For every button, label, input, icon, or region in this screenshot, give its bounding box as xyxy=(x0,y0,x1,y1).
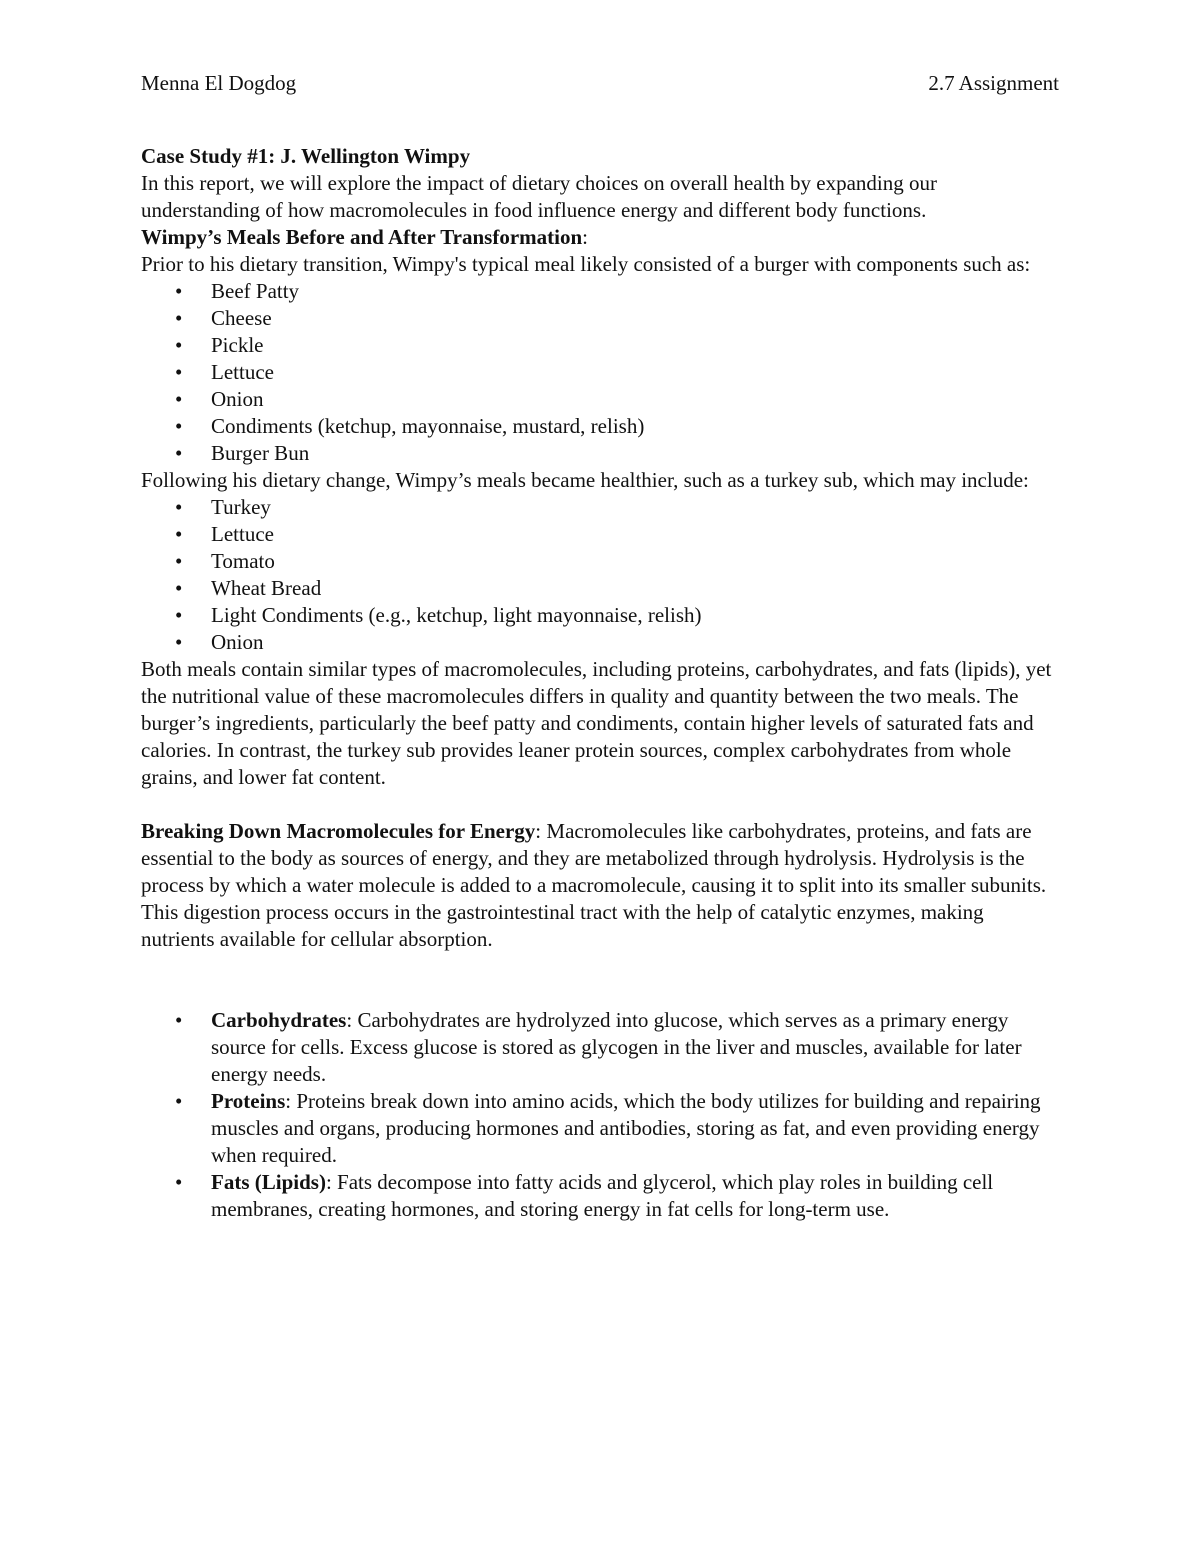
bullet-icon: • xyxy=(175,1089,183,1113)
list-item-text: Light Condiments (e.g., ketchup, light mayonnaise, relish) xyxy=(211,603,702,627)
list-item-text: Pickle xyxy=(211,333,264,357)
bullet-icon: • xyxy=(175,306,183,330)
list-item xyxy=(141,629,1059,656)
list-item xyxy=(141,521,1059,548)
list-item xyxy=(141,575,1059,602)
breaking-heading: Breaking Down Macromolecules for Energy xyxy=(141,819,536,843)
bullet-icon: • xyxy=(175,576,183,600)
after-paragraph: Following his dietary change, Wimpy’s meals became healthier, such as a turkey sub, which may include: xyxy=(141,468,1029,492)
list-item xyxy=(141,494,1059,521)
bullet-icon: • xyxy=(175,414,183,438)
bullet-icon: • xyxy=(175,279,183,303)
list-item: • Proteins: Proteins break down into amino acids, which the body utilizes for building and repairing muscles and organs, producing hormones and antibodies, storing as fat, and even providing energy when required. xyxy=(175,1089,1041,1167)
breaking-paragraph: Breaking Down Macromolecules for Energy: Macromolecules like carbohydrates, proteins, and fats are essential to the body as sources of energy, and they are metabolized through hydrolysis. Hydrolysis is the process by which a water molecule is added to a macromolecule, causing it to split into its smaller subunits. This digestion process occurs in the gastrointestinal tract with the help of catalytic enzymes, making nutrients available for cellular absorption. xyxy=(141,819,1047,951)
before-meal-list xyxy=(141,278,1059,467)
list-item xyxy=(141,602,1059,629)
list-item-text: Beef Patty xyxy=(211,279,300,303)
macro-term: Proteins xyxy=(211,1089,286,1113)
list-item-text: Condiments (ketchup, mayonnaise, mustard, relish) xyxy=(211,414,645,438)
bullet-icon: • xyxy=(175,1008,183,1032)
bullet-icon: • xyxy=(175,387,183,411)
bullet-icon: • xyxy=(175,549,183,573)
list-item xyxy=(141,440,1059,467)
list-item xyxy=(141,305,1059,332)
list-item-text: Cheese xyxy=(211,306,272,330)
bullet-icon: • xyxy=(175,495,183,519)
breaking-text: Macromolecules like carbohydrates, proteins, and fats are essential to the body as sources of energy, and they are metabolized through hydrolysis. Hydrolysis is the process by which a water molecule is added to a macromolecule, causing it to split into its smaller subunits. This digestion process occurs in the gastrointestinal tract with the help of catalytic enzymes, making nutrients available for cellular absorption. xyxy=(141,819,1047,951)
bullet-icon: • xyxy=(175,360,183,384)
macro-description: Carbohydrates are hydrolyzed into glucose, which serves as a primary energy source for cells. Excess glucose is stored as glycogen in the liver and muscles, available for later energy needs. xyxy=(211,1008,1022,1086)
list-item-text: Turkey xyxy=(211,495,271,519)
list-item: • Carbohydrates: Carbohydrates are hydrolyzed into glucose, which serves as a primary energy source for cells. Excess glucose is stored as glycogen in the liver and muscles, available for later energy needs. xyxy=(175,1008,1022,1086)
macro-term: Carbohydrates xyxy=(211,1008,347,1032)
page-header xyxy=(141,70,1059,100)
bullet-icon: • xyxy=(175,333,183,357)
list-item xyxy=(141,278,1059,305)
bullet-icon: • xyxy=(175,603,183,627)
bullet-icon: • xyxy=(175,1170,183,1194)
list-item xyxy=(141,359,1059,386)
bullet-icon: • xyxy=(175,522,183,546)
case-study-title: Case Study #1: J. Wellington Wimpy xyxy=(141,144,471,168)
list-item-text: Lettuce xyxy=(211,360,274,384)
meals-heading-line: Wimpy’s Meals Before and After Transformation: xyxy=(141,225,589,249)
document-body xyxy=(141,143,1059,1223)
list-item-text: Lettuce xyxy=(211,522,274,546)
list-item xyxy=(141,548,1059,575)
blank-line xyxy=(141,791,1059,818)
list-item-text: Wheat Bread xyxy=(211,576,322,600)
list-item-text: Burger Bun xyxy=(211,441,310,465)
comparison-paragraph: Both meals contain similar types of macromolecules, including proteins, carbohydrates, and fats (lipids), yet the nutritional value of these macromolecules differs in quality and quantity between the two meals. The burger’s ingredients, particularly the beef patty and condiments, contain higher levels of saturated fats and calories. In contrast, the turkey sub provides leaner protein sources, complex carbohydrates from whole grains, and lower fat content. xyxy=(141,657,1052,789)
list-item xyxy=(141,413,1059,440)
macro-term: Fats (Lipids) xyxy=(211,1170,326,1194)
bullet-icon: • xyxy=(175,630,183,654)
blank-lines xyxy=(141,953,1059,1007)
meals-heading: Wimpy’s Meals Before and After Transformation xyxy=(141,225,583,249)
list-item xyxy=(141,332,1059,359)
list-item: • Fats (Lipids): Fats decompose into fatty acids and glycerol, which play roles in building cell membranes, creating hormones, and storing energy in fat cells for long-term use. xyxy=(175,1170,994,1221)
macro-description: Fats decompose into fatty acids and glycerol, which play roles in building cell membranes, creating hormones, and storing energy in fat cells for long-term use. xyxy=(211,1170,994,1221)
macromolecule-list xyxy=(141,1007,1059,1223)
list-item-text: Tomato xyxy=(211,549,275,573)
after-meal-list xyxy=(141,494,1059,656)
assignment-label: 2.7 Assignment xyxy=(928,71,1059,95)
list-item-text: Onion xyxy=(211,630,264,654)
macro-description: Proteins break down into amino acids, which the body utilizes for building and repairing muscles and organs, producing hormones and antibodies, storing as fat, and even providing energy when required. xyxy=(211,1089,1041,1167)
author-name: Menna El Dogdog xyxy=(141,71,297,95)
list-item xyxy=(141,386,1059,413)
bullet-icon: • xyxy=(175,441,183,465)
list-item-text: Onion xyxy=(211,387,264,411)
before-paragraph: Prior to his dietary transition, Wimpy's typical meal likely consisted of a burger with components such as: xyxy=(141,252,1031,276)
intro-paragraph: In this report, we will explore the impact of dietary choices on overall health by expanding our understanding of how macromolecules in food influence energy and different body functions. xyxy=(141,171,938,222)
